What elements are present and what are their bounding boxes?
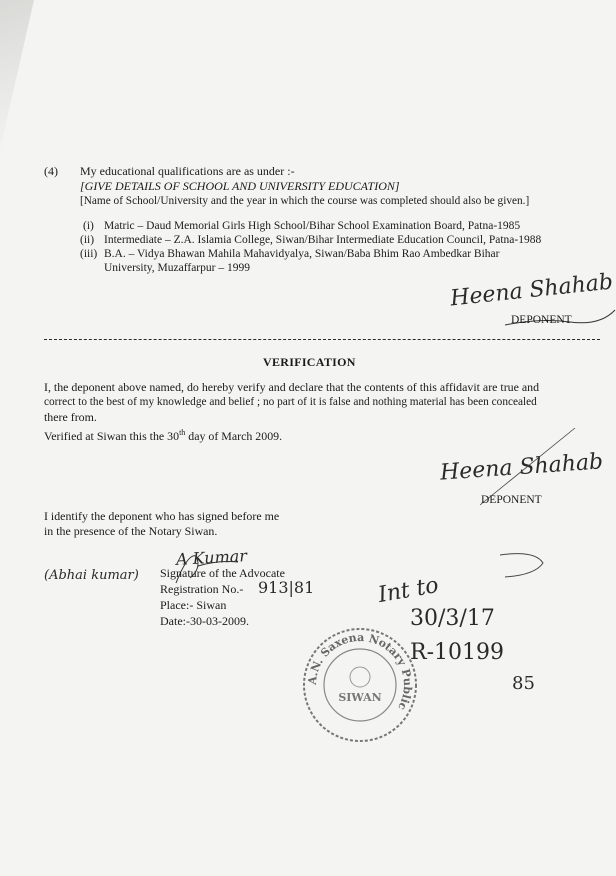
deponent-label: DEPONENT xyxy=(511,314,572,326)
page-fold-shadow xyxy=(0,0,34,150)
notary-note-extra: 85 xyxy=(512,673,535,694)
verified-prefix: Verified at Siwan this the 30 xyxy=(44,428,180,443)
advocate-signature-label: Signature of the Advocate xyxy=(160,566,285,580)
notary-scribble xyxy=(495,545,555,585)
advocate-name-handwritten: (Abhai kumar) xyxy=(44,568,139,583)
notary-note: Int to xyxy=(376,572,441,609)
section-intro: My educational qualifications are as under :- xyxy=(80,164,295,178)
qualification-num: (iii) xyxy=(80,248,98,260)
deponent-label-2: DEPONENT xyxy=(481,494,542,506)
qualification-text-continued: University, Muzaffarpur – 1999 xyxy=(104,262,250,274)
qualification-text: Matric – Daud Memorial Girls High School/Bihar School Examination Board, Patna-1985 xyxy=(104,220,521,232)
deponent-signature: Heena Shahab xyxy=(449,269,615,312)
advocate-registration-label: Registration No.- xyxy=(160,582,244,596)
verification-line: there from. xyxy=(44,410,97,424)
identify-line: in the presence of the Notary Siwan. xyxy=(44,524,218,538)
verification-heading: VERIFICATION xyxy=(263,355,356,369)
identify-line: I identify the deponent who has signed before me xyxy=(44,509,280,523)
qualification-num: (i) xyxy=(83,220,94,232)
notary-seal xyxy=(300,625,420,745)
instruction-text: [Name of School/University and the year in which the course was completed should also be given.] xyxy=(80,195,530,207)
qualification-text: B.A. – Vidya Bhawan Mahila Mahavidyalya, Siwan/Baba Bhim Rao Ambedkar Bihar xyxy=(104,248,500,260)
dashed-divider xyxy=(44,339,600,340)
instruction-italic: [GIVE DETAILS OF SCHOOL AND UNIVERSITY EDUCATION] xyxy=(80,179,400,193)
verification-line: I, the deponent above named, do hereby verify and declare that the contents of this affidavit are true and xyxy=(44,380,540,394)
advocate-signature-scribble: A Kumar xyxy=(175,546,248,569)
deponent-signature-2: Heena Shahab xyxy=(439,449,604,486)
qualification-text: Intermediate – Z.A. Islamia College, Siwan/Bihar Intermediate Education Council, Patna-1988 xyxy=(104,234,542,246)
notary-note-number: R-10199 xyxy=(410,640,504,665)
seal-center: SIWAN xyxy=(338,691,382,704)
advocate-registration-number: 913|81 xyxy=(258,578,315,597)
verified-suffix: day of March 2009. xyxy=(185,428,283,443)
verification-line: correct to the best of my knowledge and belief ; no part of it is false and nothing material has been concealed xyxy=(44,396,537,408)
verified-at-line xyxy=(44,426,282,443)
bleed-through xyxy=(110,282,120,290)
advocate-place: Place:- Siwan xyxy=(160,598,227,612)
verified-sup: th xyxy=(179,428,186,437)
notary-note-date: 30/3/17 xyxy=(410,606,495,631)
section-number: (4) xyxy=(44,164,58,178)
seal-text: A.N. Saxena Notary Public xyxy=(305,630,415,713)
qualification-num: (ii) xyxy=(80,234,95,246)
advocate-date: Date:-30-03-2009. xyxy=(160,614,249,628)
